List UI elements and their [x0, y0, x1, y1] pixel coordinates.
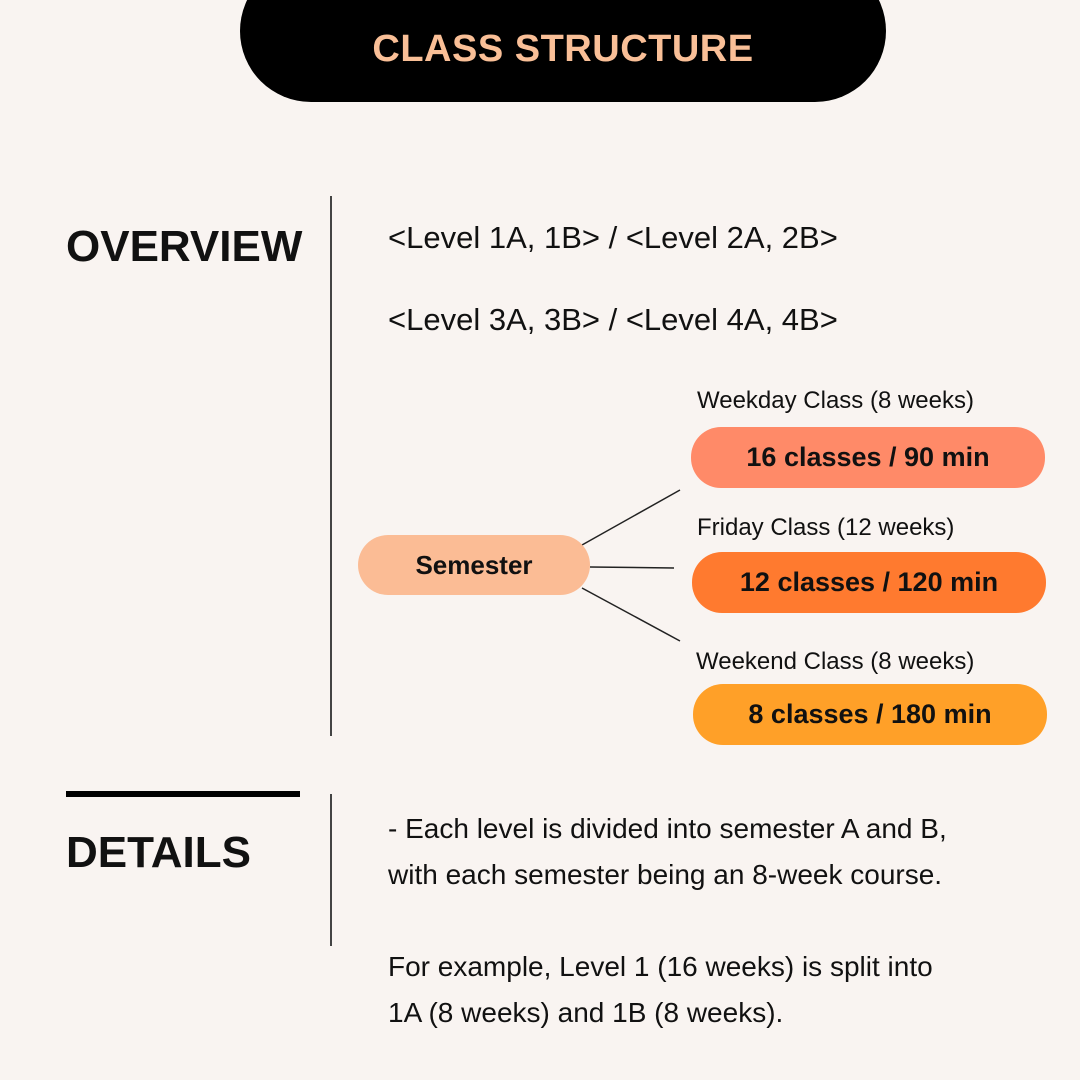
details-line: 1A (8 weeks) and 1B (8 weeks). [388, 997, 784, 1028]
level-line-1: <Level 1A, 1B> / <Level 2A, 2B> [388, 220, 838, 255]
level-line-2: <Level 3A, 3B> / <Level 4A, 4B> [388, 302, 838, 337]
weekday-class-label: Weekday Class (8 weeks) [697, 387, 974, 414]
weekend-class-label: Weekend Class (8 weeks) [696, 648, 975, 675]
friday-class-pill: 12 classes / 120 min [692, 552, 1046, 613]
friday-class-label: Friday Class (12 weeks) [697, 514, 955, 541]
page-title: CLASS STRUCTURE [372, 28, 754, 70]
details-line: For example, Level 1 (16 weeks) is split into [388, 951, 933, 982]
details-line: with each semester being an 8-week course. [388, 859, 943, 890]
connector-weekend [582, 588, 680, 641]
weekend-class-pill: 8 classes / 180 min [693, 684, 1047, 745]
details-line: - Each level is divided into semester A and B, [388, 813, 947, 844]
details-paragraph-1 [388, 806, 947, 898]
semester-node: Semester [358, 535, 590, 595]
overview-heading: OVERVIEW [66, 222, 303, 271]
details-rule [66, 791, 300, 797]
details-heading: DETAILS [66, 828, 251, 877]
connector-friday [590, 567, 674, 568]
details-paragraph-2 [388, 944, 933, 1036]
connector-weekday [582, 490, 680, 545]
weekday-class-pill: 16 classes / 90 min [691, 427, 1045, 488]
details-divider [330, 794, 332, 946]
